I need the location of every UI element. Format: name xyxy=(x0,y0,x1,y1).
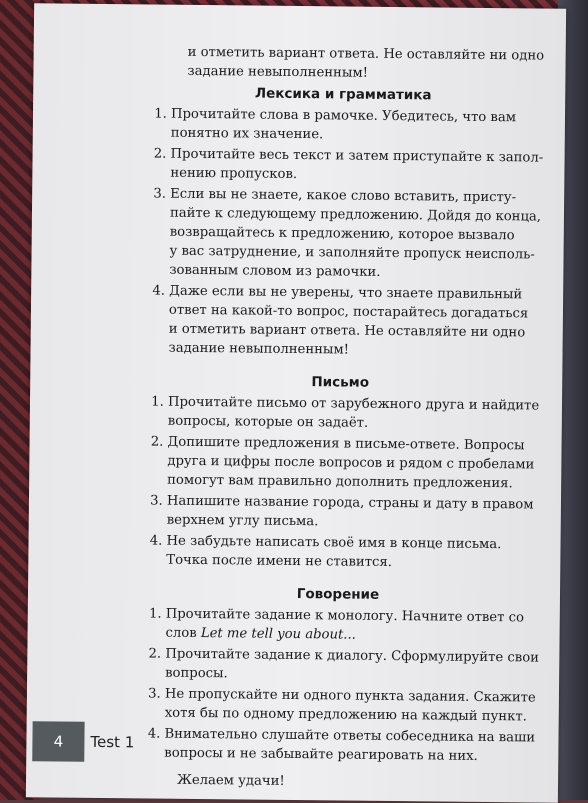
section-title: Говорение xyxy=(296,586,380,603)
item-line: зованным словом из рамочки. xyxy=(169,262,381,280)
list-item xyxy=(166,532,554,574)
list-item xyxy=(167,433,556,494)
item-line: задание невыполненным! xyxy=(168,340,350,358)
item-line: помогут вам правильно дополнить предложения. xyxy=(167,472,513,492)
list-item xyxy=(168,282,557,362)
test-label: Test 1 xyxy=(90,732,135,752)
book-page xyxy=(26,3,566,803)
item-line: хотя бы по одному предложению на каждый пункт. xyxy=(164,705,527,725)
item-line: 1. Прочитайте письмо от зарубежного друга и найдите xyxy=(167,394,540,414)
item-line: и отметить вариант ответа. Не оставляйте ни одно xyxy=(168,321,526,341)
item-line: друга и цифры после вопросов и рядом с пробелами xyxy=(167,453,535,473)
item-line: ответ на какой-то вопрос, постарайтесь догадаться xyxy=(168,302,529,322)
item-line: возвращайтесь к предложению, которое вызвало xyxy=(169,224,515,244)
item-line: 4. Не забудьте написать своё имя в конце письма. xyxy=(166,533,502,553)
section-title: Письмо xyxy=(311,374,370,391)
item-line: 3. Не пропускайте ни одного пункта задания. Скажите xyxy=(164,686,536,706)
list-item xyxy=(167,492,555,534)
section-speaking xyxy=(120,583,554,794)
item-line: 1. Прочитайте задание к монологу. Начните ответ со xyxy=(165,606,525,626)
item-line: 2. Прочитайте весь текст и затем приступайте к запол- xyxy=(170,146,544,166)
page-footer xyxy=(32,721,152,762)
item-line: вопросы. xyxy=(165,665,228,682)
item-line: вопросы и не забывайте реагировать на них. xyxy=(164,745,478,764)
list-item xyxy=(165,605,553,647)
section-title: Лексика и грамматика xyxy=(254,85,432,104)
instruction-list xyxy=(122,392,556,574)
list-item xyxy=(165,685,553,727)
item-line-italic-phrase: слов Let me tell you about... xyxy=(165,625,356,643)
item-line: вопросы, которые он задаёт. xyxy=(167,413,369,431)
list-item xyxy=(171,105,559,147)
section-vocabulary-grammar xyxy=(124,83,559,362)
intro-line: и отметить вариант ответа. Не оставляйте ни одно xyxy=(187,44,545,64)
item-line: 3. Напишите название города, страны и дату в правом xyxy=(166,493,534,513)
list-item xyxy=(170,145,558,187)
item-line: понятно их значение. xyxy=(170,125,324,143)
list-item xyxy=(165,645,553,687)
item-line: 4. Внимательно слушайте ответы собеседника на ваши xyxy=(164,726,536,746)
intro-text xyxy=(187,43,559,85)
item-line: 2. Допишите предложения в письме-ответе. Вопросы xyxy=(167,434,525,454)
item-line: верхнем углу письма. xyxy=(166,512,319,530)
page-content xyxy=(120,42,560,793)
item-line: 3. Если вы не знаете, какое слово вставить, присту- xyxy=(170,186,517,206)
item-line: 2. Прочитайте задание к диалогу. Сформулируйте свои xyxy=(165,646,540,666)
instruction-list xyxy=(120,604,554,767)
instruction-list xyxy=(124,104,559,362)
item-line: у вас затруднение, и заполняйте пропуск неисполь- xyxy=(169,243,535,263)
item-line: Точка после имени не ставится. xyxy=(166,552,393,571)
intro-line: задание невыполненным! xyxy=(187,63,369,81)
item-line: 4. Даже если вы не уверены, что знаете правильный xyxy=(169,283,523,303)
item-line: нению пропусков. xyxy=(170,165,298,182)
closing-wish: Желаем удачи! xyxy=(176,772,285,789)
item-line: 1. Прочитайте слова в рамочке. Убедитесь, что вам xyxy=(170,106,517,126)
list-item xyxy=(164,725,552,767)
item-line: пайте к следующему предложению. Дойдя до конца, xyxy=(169,205,542,225)
page-number: 4 xyxy=(32,721,84,762)
section-writing xyxy=(122,371,556,574)
list-item xyxy=(169,185,558,284)
english-phrase: Let me tell you about... xyxy=(200,626,356,643)
list-item xyxy=(168,393,556,435)
